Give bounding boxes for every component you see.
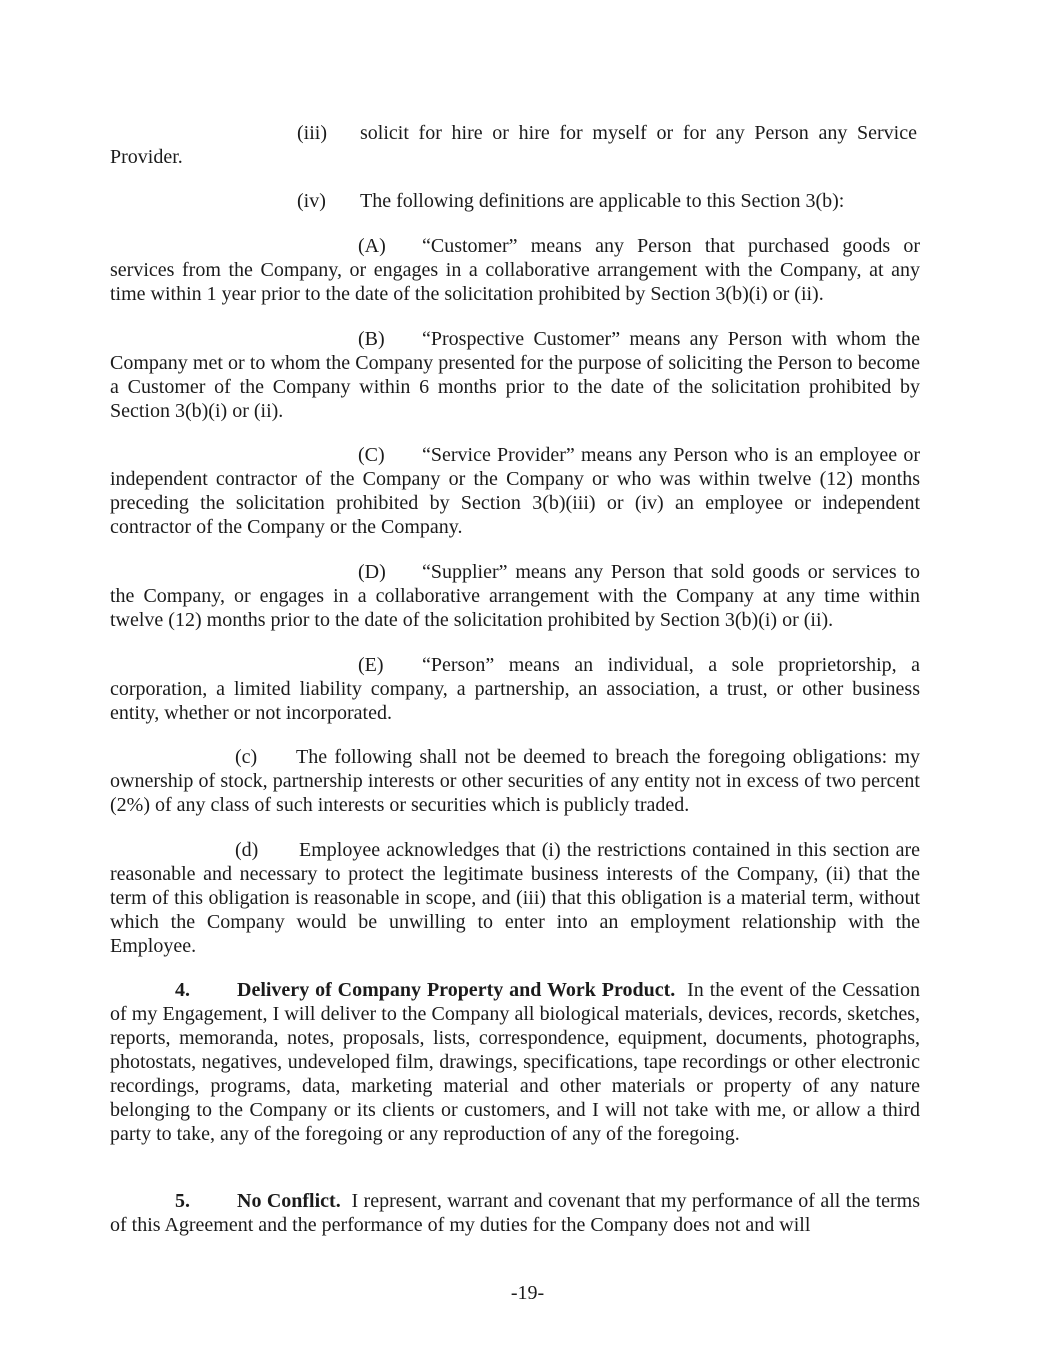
section-4-text: In the event of the Cessation of my Engagement, I will deliver to the Company all biological materials, devices, records, sketches, reports, memoranda, notes, proposals, lists, correspondence, equipment, documents, photographs, photostats, negatives, undeveloped film, drawings, specifications, tape recordings or other electronic recordings, programs, data, marketing material and other materials or property of any nature belonging to the Company or its clients or customers, and I will not take with me, or allow a third party to take, any of the foregoing or any reproduction of any of the foregoing.: [110, 979, 920, 1145]
clause-iii-number: (iii): [297, 122, 327, 144]
clause-d: [110, 838, 920, 958]
clause-iv-text: The following definitions are applicable to this Section 3(b):: [360, 190, 845, 212]
page-number: -19-: [510, 1282, 545, 1304]
definition-c-label: (C): [358, 444, 385, 466]
clause-iii-text: solicit for hire or hire for myself or for any Person any Service: [360, 122, 917, 144]
definition-a-label: (A): [358, 235, 386, 257]
section-4-number: 4.: [175, 979, 190, 1001]
definition-d-text: “Supplier” means any Person that sold goods or services to the Company, or engages in a collaborative arrangement with the Company at any time within twelve (12) months prior to the date of the solicitation prohibited by Section 3(b)(i) or (ii).: [110, 561, 920, 631]
definition-service-provider: [110, 443, 920, 539]
section-4: [110, 978, 920, 1146]
definition-prospective-customer: [110, 327, 920, 423]
clause-c: [110, 745, 920, 817]
clause-iii-continuation: Provider.: [110, 146, 183, 168]
clause-d-label: (d): [235, 839, 259, 861]
definition-b-text: “Prospective Customer” means any Person with whom the Company met or to whom the Company presented for the purpose of soliciting the Person to become a Customer of the Company within 6 months prior to the date of the solicitation prohibited by Section 3(b)(i) or (ii).: [110, 328, 920, 422]
definition-supplier: [110, 560, 920, 632]
definition-c-text: “Service Provider” means any Person who is an employee or independent contractor of the Company or the Company or who was within twelve (12) months preceding the solicitation prohibited by Section 3(b)(iii) or (iv) an employee or independent contractor of the Company or the Company.: [110, 444, 920, 538]
definition-e-label: (E): [358, 654, 384, 676]
section-5-heading: No Conflict.: [237, 1190, 341, 1212]
section-4-heading: Delivery of Company Property and Work Product.: [237, 979, 676, 1001]
clause-d-text: Employee acknowledges that (i) the restrictions contained in this section are reasonable and necessary to protect the legitimate business interests of the Company, (ii) that the term of this obligation is reasonable in scope, and (iii) that this obligation is a material term, without which the Company would be unwilling to enter into an employment relationship with the Employee.: [110, 839, 920, 957]
section-5-number: 5.: [175, 1190, 190, 1212]
definition-a-text: “Customer” means any Person that purchased goods or services from the Company, or engages in a collaborative arrangement with the Company, at any time within 1 year prior to the date of the solicitation prohibited by Section 3(b)(i) or (ii).: [110, 235, 920, 305]
definition-person: [110, 653, 920, 725]
definition-e-text: “Person” means an individual, a sole proprietorship, a corporation, a limited liability company, a partnership, an association, a trust, or other business entity, whether or not incorporated.: [110, 654, 920, 724]
clause-c-text: The following shall not be deemed to breach the foregoing obligations: my ownership of stock, partnership interests or other securities of any entity not in excess of two percent (2%) of any class of such interests or securities which is publicly traded.: [110, 746, 920, 816]
definition-customer: [110, 234, 920, 306]
clause-iv-number: (iv): [297, 190, 326, 212]
definition-b-label: (B): [358, 328, 385, 350]
definition-d-label: (D): [358, 561, 386, 583]
section-5: [110, 1189, 920, 1237]
section-5-text: I represent, warrant and covenant that my performance of all the terms of this Agreement and the performance of my duties for the Company does not and will: [110, 1190, 920, 1236]
clause-c-label: (c): [235, 746, 258, 768]
